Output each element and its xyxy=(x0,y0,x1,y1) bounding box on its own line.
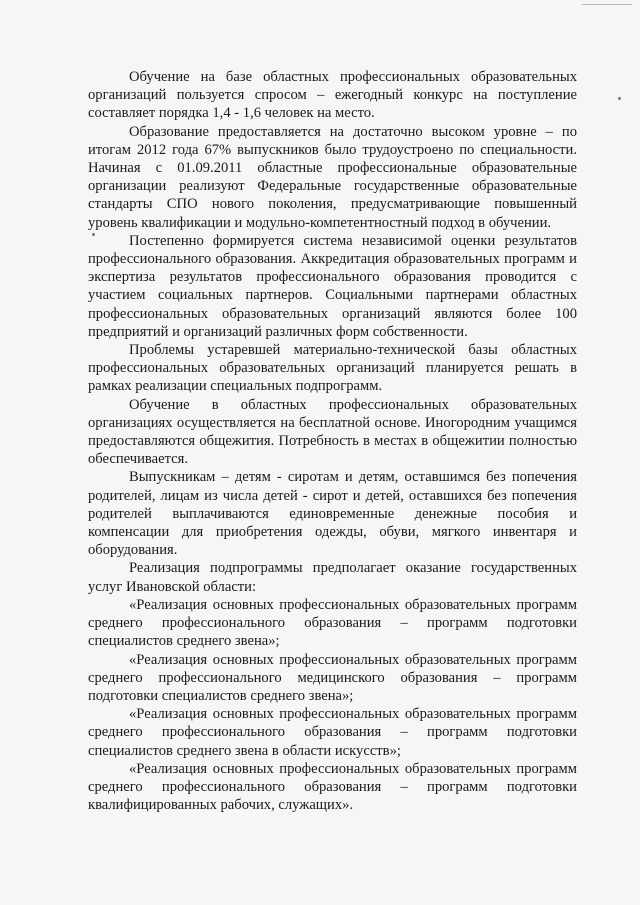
list-item-service-workers: «Реализация основных профессиональных образовательных программ среднего профессионального образования – программ подготовки квалифицированных рабочих, служащих». xyxy=(88,760,577,814)
paragraph-education-quality: Образование предоставляется на достаточно высоком уровне – по итогам 2012 года 67% выпускников было трудоустроено по специальности. Начиная с 01.09.2011 областные профессиональные образовательные организации реализуют Федеральные государственные образовательные стандарты СПО нового поколения, предусматривающие повышенный уровень квалификации и модульно-компетентностный подход в обучении. xyxy=(88,123,577,231)
paragraph-independent-assessment: Постепенно формируется система независимой оценки результатов профессионального образования. Аккредитация образовательных программ и экспертиза результатов профессионального образования проводится с участием социальных партнеров. Социальными партнерами областных профессиональных образовательных организаций являются более 100 предприятий и организаций различных форм собственности. xyxy=(88,232,577,340)
list-item-service-mid-level: «Реализация основных профессиональных образовательных программ среднего профессионального образования – программ подготовки специалистов среднего звена»; xyxy=(88,596,577,650)
paragraph-orphan-support: Выпускникам – детям - сиротам и детям, оставшимся без попечения родителей, лицам из числа детей - сирот и детей, оставшихся без попечения родителей выплачиваются единовременные денежные пособия и компенсации для приобретения одежды, обуви, мягкого инвентаря и оборудования. xyxy=(88,469,577,559)
list-item-service-arts: «Реализация основных профессиональных образовательных программ среднего профессионального образования – программ подготовки специалистов среднего звена в области искусств»; xyxy=(88,706,577,759)
list-item-service-medical: «Реализация основных профессиональных образовательных программ среднего профессионального медицинского образования – программ подготовки специалистов среднего звена»; xyxy=(88,651,577,704)
document-body xyxy=(88,68,577,814)
scan-corner-mark xyxy=(582,4,632,13)
paragraph-material-base: Проблемы устаревшей материально-технической базы областных профессиональных образовательных организаций планируется решать в рамках реализации специальных подпрограмм. xyxy=(88,342,577,395)
scan-speck xyxy=(618,97,621,100)
paragraph-state-services-intro: Реализация подпрограммы предполагает оказание государственных услуг Ивановской области: xyxy=(88,560,577,595)
paragraph-free-education: Обучение в областных профессиональных образовательных организациях осуществляется на бесплатной основе. Иногородним учащимся предоставляются общежития. Потребность в местах в общежитии полностью обеспечивается. xyxy=(88,396,577,468)
paragraph-admission-demand: Обучение на базе областных профессиональных образовательных организаций пользуется спросом – ежегодный конкурс на поступление составляет порядка 1,4 - 1,6 человек на место. xyxy=(88,69,577,122)
